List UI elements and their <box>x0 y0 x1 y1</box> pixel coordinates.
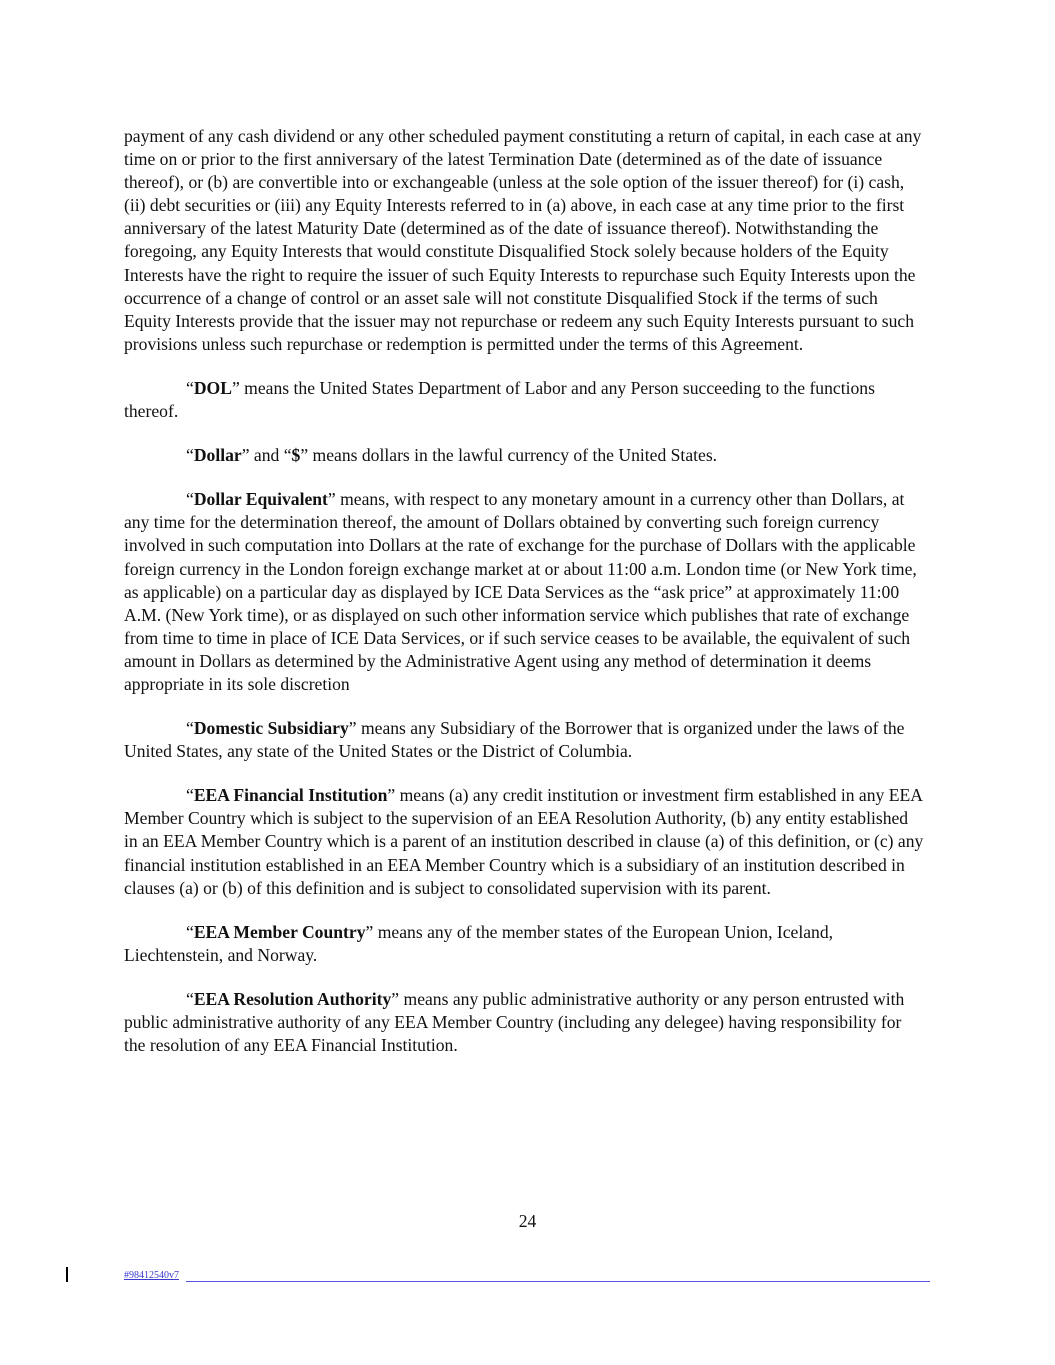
definition-dollar-equivalent: “Dollar Equivalent” means, with respect to any monetary amount in a currency other than Dollars, at any time for the determination thereof, the amount of Dollars obtained by converting such foreign currency involved in such computation into Dollars at the rate of exchange for the purchase of Dollars with the applicable foreign currency in the London foreign exchange market at or about 11:00 a.m. London time (or New York time, as applicable) on a particular day as displayed by ICE Data Services as the “ask price” at approximately 11:00 A.M. (New York time), or as displayed on such other information service which publishes that rate of exchange from time to time in place of ICE Data Services, or if such service ceases to be available, the equivalent of such amount in Dollars as determined by the Administrative Agent using any method of determination it deems appropriate in its sole discretion <box>124 489 917 694</box>
defined-term: $ <box>291 445 301 466</box>
definition-eea-resolution-authority: “EEA Resolution Authority” means any public administrative authority or any person entrusted with public administrative authority of any EEA Member Country (including any delegee) having responsibility for the resolution of any EEA Financial Institution. <box>124 988 905 1056</box>
revision-change-bar <box>66 1267 68 1282</box>
defined-term: Dollar Equivalent <box>193 489 328 510</box>
defined-term: EEA Financial Institution <box>193 785 388 806</box>
defined-term: EEA Member Country <box>193 921 366 942</box>
defined-term: Domestic Subsidiary <box>193 718 349 739</box>
document-id: #98412540v7 <box>124 1270 179 1281</box>
definition-dollar: “Dollar” and “$” means dollars in the lawful currency of the United States. <box>186 445 718 466</box>
defined-term: EEA Resolution Authority <box>193 988 392 1009</box>
continuation-paragraph: payment of any cash dividend or any other scheduled payment constituting a return of capital, in each case at any time on or prior to the first anniversary of the latest Termination Date (determined as of the date of issuance thereof), or (b) are convertible into or exchangeable (unless at the sole option of the issuer thereof) for (i) cash, (ii) debt securities or (iii) any Equity Interests referred to in (a) above, in each case at any time prior to the first anniversary of the latest Maturity Date (determined as of the date of issuance thereof). Notwithstanding the foregoing, any Equity Interests that would constitute Disqualified Stock solely because holders of the Equity Interests have the right to require the issuer of such Equity Interests to repurchase such Equity Interests upon the occurrence of a change of control or an asset sale will not constitute Disqualified Stock if the terms of such Equity Interests provide that the issuer may not repurchase or redeem any such Equity Interests pursuant to such provisions unless such repurchase or redemption is permitted under the terms of this Agreement. <box>124 126 922 354</box>
definition-eea-financial-institution: “EEA Financial Institution” means (a) any credit institution or investment firm established in any EEA Member Country which is subject to the supervision of an EEA Resolution Authority, (b) any entity established in an EEA Member Country which is a parent of an institution described in clause (a) of this definition, or (c) any financial institution established in an EEA Member Country which is a subsidiary of an institution described in clauses (a) or (b) of this definition and is subject to consolidated supervision with its parent. <box>124 785 924 898</box>
defined-term: Dollar <box>193 445 242 466</box>
definition-eea-member-country: “EEA Member Country” means any of the member states of the European Union, Iceland, Liechtenstein, and Norway. <box>124 921 834 965</box>
definition-domestic-subsidiary: “Domestic Subsidiary” means any Subsidiary of the Borrower that is organized under the laws of the United States, any state of the United States or the District of Columbia. <box>124 718 905 762</box>
page-number: 24 <box>518 1211 537 1231</box>
defined-term: DOL <box>193 377 232 398</box>
document-body <box>124 125 924 1078</box>
definition-dol: “DOL” means the United States Department of Labor and any Person succeeding to the functions thereof. <box>124 377 875 422</box>
footer-rule <box>186 1281 930 1282</box>
